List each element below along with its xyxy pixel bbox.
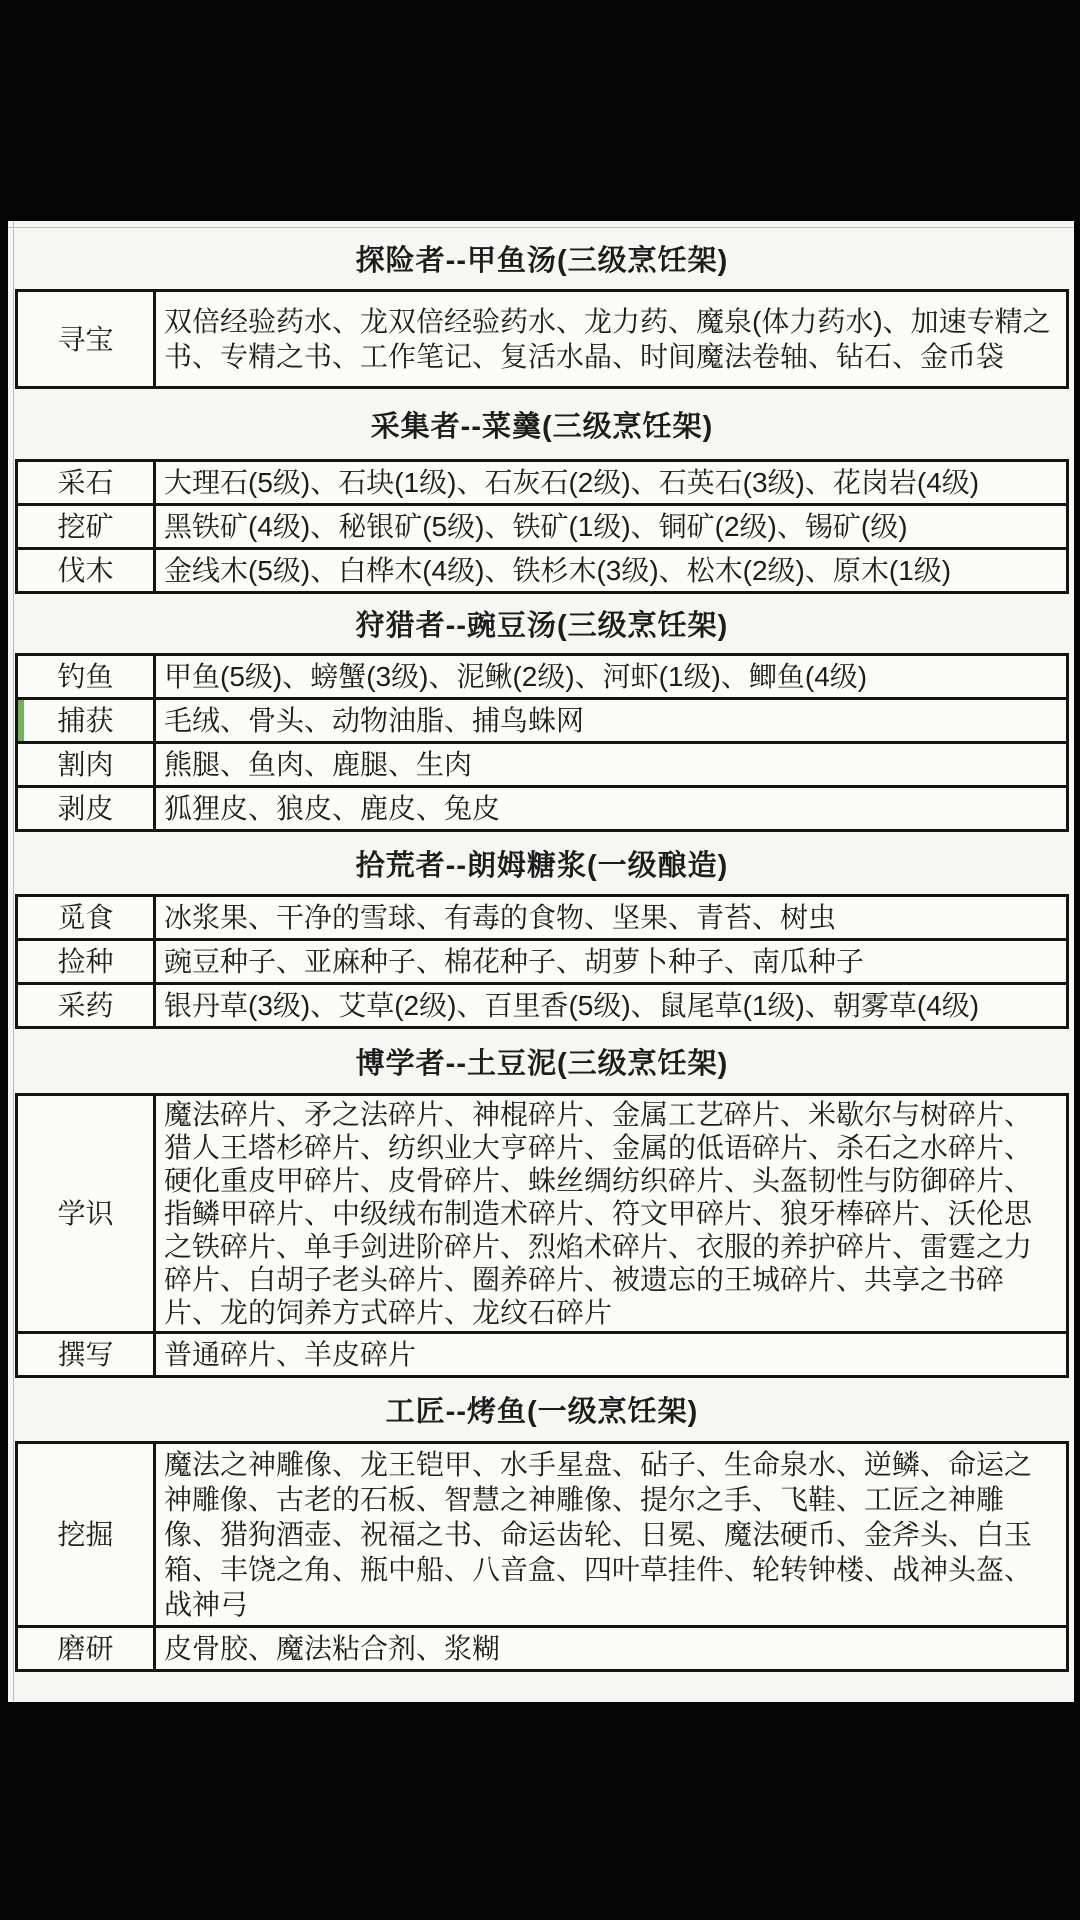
row-content-cell[interactable]: 金线木(5级)、白桦木(4级)、铁杉木(3级)、松木(2级)、原木(1级) <box>155 549 1068 593</box>
table-block-gatherer <box>15 459 1069 594</box>
section-header-label: 采集者--菜羹(三级烹饪架) <box>370 410 714 443</box>
table-row <box>17 940 1068 984</box>
row-content-cell[interactable]: 魔法之神雕像、龙王铠甲、水手星盘、砧子、生命泉水、逆鳞、命运之神雕像、古老的石板、智慧之神雕像、提尔之手、飞鞋、工匠之神雕像、猎狗酒壶、祝福之书、命运齿轮、日冕、魔法硬币、金斧头、白玉箱、丰饶之角、瓶中船、八音盒、四叶草挂件、轮转钟楼、战神头盔、战神弓 <box>155 1443 1068 1627</box>
empty-rows-area <box>15 1672 1069 1702</box>
row-label-cell[interactable]: 剥皮 <box>17 787 155 831</box>
loot-table <box>15 228 1069 1702</box>
row-content-cell[interactable]: 皮骨胶、魔法粘合剂、浆糊 <box>155 1627 1068 1671</box>
section-header-craftsman[interactable] <box>15 1378 1069 1441</box>
table-row <box>17 505 1068 549</box>
row-label-cell[interactable]: 学识 <box>17 1095 155 1333</box>
table-row <box>17 1095 1068 1333</box>
row-content-cell[interactable]: 甲鱼(5级)、螃蟹(3级)、泥鳅(2级)、河虾(1级)、鲫鱼(4级) <box>155 655 1068 699</box>
row-content-cell[interactable]: 冰浆果、干净的雪球、有毒的食物、坚果、青苔、树虫 <box>155 896 1068 940</box>
row-label-cell[interactable]: 捡种 <box>17 940 155 984</box>
row-label-cell[interactable]: 采石 <box>17 461 155 505</box>
row-content-cell[interactable]: 毛绒、骨头、动物油脂、捕鸟蛛网 <box>155 699 1068 743</box>
spreadsheet-area <box>8 221 1074 1702</box>
row-label-cell[interactable]: 觅食 <box>17 896 155 940</box>
section-header-label: 探险者--甲鱼汤(三级烹饪架) <box>355 245 729 277</box>
table-row <box>17 1627 1068 1671</box>
table-row <box>17 1333 1068 1377</box>
table-row <box>17 896 1068 940</box>
table-row <box>17 1443 1068 1627</box>
table-block-scavenger <box>15 894 1069 1029</box>
row-label-cell[interactable]: 挖掘 <box>17 1443 155 1627</box>
row-label-cell[interactable]: 挖矿 <box>17 505 155 549</box>
row-content-cell[interactable]: 狐狸皮、狼皮、鹿皮、兔皮 <box>155 787 1068 831</box>
section-header-label: 工匠--烤鱼(一级烹饪架) <box>385 1396 699 1428</box>
row-label-cell[interactable]: 割肉 <box>17 743 155 787</box>
row-label-cell[interactable]: 寻宝 <box>17 291 155 388</box>
table-block-craftsman <box>15 1441 1069 1672</box>
row-label-cell[interactable]: 采药 <box>17 984 155 1028</box>
section-header-gatherer[interactable] <box>15 389 1069 459</box>
section-header-scavenger[interactable] <box>15 832 1069 894</box>
section-header-label: 博学者--土豆泥(三级烹饪架) <box>355 1047 729 1080</box>
table-row <box>17 655 1068 699</box>
table-block-explorer <box>15 289 1069 389</box>
row-content-cell[interactable]: 豌豆种子、亚麻种子、棉花种子、胡萝卜种子、南瓜种子 <box>155 940 1068 984</box>
table-row <box>17 699 1068 743</box>
section-header-explorer[interactable] <box>15 228 1069 289</box>
row-content-cell[interactable]: 双倍经验药水、龙双倍经验药水、龙力药、魔泉(体力药水)、加速专精之书、专精之书、工作笔记、复活水晶、时间魔法卷轴、钻石、金币袋 <box>155 291 1068 388</box>
table-block-scholar <box>15 1093 1069 1378</box>
table-block-hunter <box>15 653 1069 832</box>
section-header-scholar[interactable] <box>15 1029 1069 1093</box>
table-row <box>17 291 1068 388</box>
section-header-hunter[interactable] <box>15 594 1069 653</box>
row-content-cell[interactable]: 普通碎片、羊皮碎片 <box>155 1333 1068 1377</box>
table-row <box>17 549 1068 593</box>
table-row <box>17 984 1068 1028</box>
table-row <box>17 461 1068 505</box>
section-header-label: 狩猎者--豌豆汤(三级烹饪架) <box>355 610 729 642</box>
row-content-cell[interactable]: 魔法碎片、矛之法碎片、神棍碎片、金属工艺碎片、米歇尔与树碎片、猎人王塔杉碎片、纺织业大亨碎片、金属的低语碎片、杀石之水碎片、硬化重皮甲碎片、皮骨碎片、蛛丝绸纺织碎片、头盔韧性与防御碎片、指鳞甲碎片、中级绒布制造术碎片、符文甲碎片、狼牙棒碎片、沃伦思之铁碎片、单手剑进阶碎片、烈焰术碎片、衣服的养护碎片、雷霆之力碎片、白胡子老头碎片、圈养碎片、被遗忘的王城碎片、共享之书碎片、龙的饲养方式碎片、龙纹石碎片 <box>155 1095 1068 1333</box>
row-label-cell[interactable]: 伐木 <box>17 549 155 593</box>
row-label-cell[interactable]: 撰写 <box>17 1333 155 1377</box>
grid-column-line <box>13 221 14 1702</box>
row-content-cell[interactable]: 大理石(5级)、石块(1级)、石灰石(2级)、石英石(3级)、花岗岩(4级) <box>155 461 1068 505</box>
row-label-cell[interactable]: 磨研 <box>17 1627 155 1671</box>
section-header-label: 拾荒者--朗姆糖浆(一级酿造) <box>355 849 729 882</box>
selected-cell[interactable]: 捕获 <box>17 699 155 743</box>
row-label-cell[interactable]: 钓鱼 <box>17 655 155 699</box>
table-row <box>17 787 1068 831</box>
row-content-cell[interactable]: 银丹草(3级)、艾草(2级)、百里香(5级)、鼠尾草(1级)、朝雾草(4级) <box>155 984 1068 1028</box>
table-row <box>17 743 1068 787</box>
row-content-cell[interactable]: 黑铁矿(4级)、秘银矿(5级)、铁矿(1级)、铜矿(2级)、锡矿(级) <box>155 505 1068 549</box>
row-content-cell[interactable]: 熊腿、鱼肉、鹿腿、生肉 <box>155 743 1068 787</box>
